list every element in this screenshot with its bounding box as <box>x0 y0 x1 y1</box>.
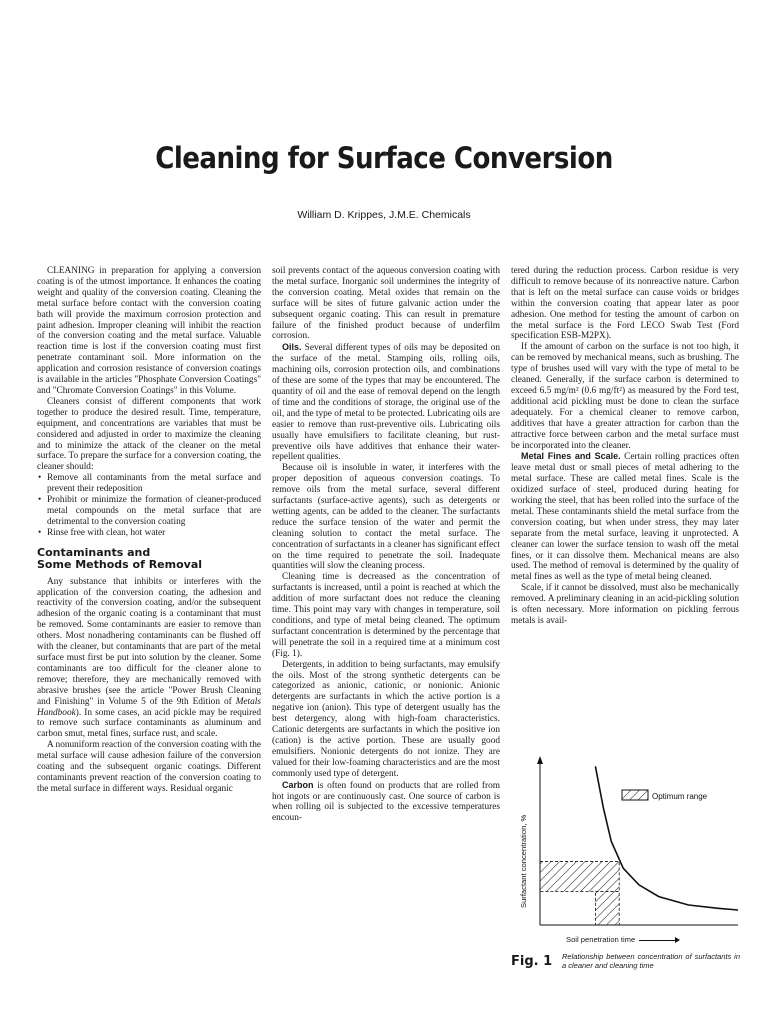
run-in-heading: Oils. <box>282 342 302 353</box>
figure-1-chart <box>512 756 742 946</box>
arrow-right-icon <box>639 940 675 941</box>
legend-label: Optimum range <box>652 792 708 801</box>
legend-swatch <box>622 790 648 800</box>
run-in-heading: Carbon <box>282 779 314 790</box>
paragraph <box>511 451 739 583</box>
paragraph: Because oil is insoluble in water, it interferes with the proper deposition of aqueous conversion coatings. To remove oils from the metal surface, several different surfactants (surface-active agents), such as detergents or wetting agents, can be added to the cleaner. The surfactants reduce the surface tension of the water and permit the cleaning solution to contact the metal surface. The concentration of surfactants in a cleaner has significant effect on the time required to penetrate the soil. Inadequate quantities will slow the cleaning process. <box>272 463 501 572</box>
arrow-head-icon <box>675 937 680 943</box>
y-axis-arrow <box>537 756 543 764</box>
cleaner-requirements-list <box>37 473 261 538</box>
list-item: • Rinse free with clean, hot water <box>47 528 261 539</box>
article-title: Cleaning for Surface Conversion <box>155 141 613 175</box>
section-heading-line: Contaminants and <box>37 545 151 559</box>
optimum-range-region <box>540 862 619 925</box>
paragraph: If the amount of carbon on the surface is not too high, it can be removed by mechanical means, such as brushing. The type of brushes used will vary with the type of metal to be cleaned. Generally, if the surface carbon is determined to exceed 6.5 mg/m² (0.6 mg/ft²) as measured by the Ford test, additional acid pickling must be done to clean the surface adequately. For a chemical cleaner to remove carbon, additives that have a greater attraction for carbon than the attractive force between carbon and the metal surface must be incorporated into the cleaner. <box>511 342 739 451</box>
paragraph: CLEANING in preparation for applying a conversion coating is of the utmost importance. It enhances the coating weight and quality of the conversion coating. Cleaning the metal surface before contact with the conversion coating bath will provide the maximum corrosion protection and paint adhesion. Improper cleaning will inhibit the reaction of the conversion coating and the metal surface. Valuable reaction time is lost if the conversion coating must first penetrate contaminant soil. More information on the application and corrosion resistance of conversion coatings is available in the articles "Phosphate Conversion Coatings" and "Chromate Conversion Coatings" in this Volume. <box>37 266 261 396</box>
x-axis-label-row <box>566 935 680 944</box>
paragraph-text: Several different types of oils may be deposited on the surface of the metal. Stamping oils, rolling oils, machining oils, corrosion protection oils, and combinations of these are some of the types that may be encountered. The quantity of oil and the ease of removal depend on the length of time and the conditions of storage, the original use of the oil, and the type of metal to be protected. Lubricating oils are easier to remove than rust-preventive oils. Lubricating oils usually have emulsifiers to facilitate cleaning, but rust-preventive oils have additives that enhance their water-repellent qualities. <box>272 343 500 463</box>
paragraph-text: Certain rolling practices often leave metal dust or small pieces of metal adhering to the metal surface. These are called metal fines. Scale is the oxidized surface of steel, produced during heating for working the steel, that has been rolled into the surface of the metal. These contaminants shield the metal surface from the conversion coating, but when under stress, they may later separate from the metal surface, leaving it unprotected. A cleaner can lower the surface tension to wash off the metal fines, or it can dissolve them. Mechanical means are also used. The method of removal is determined by the quality of metal fines as well as the type of metal being cleaned. <box>511 452 740 583</box>
figure-caption <box>511 948 741 978</box>
book-title: Metals Handbook <box>37 696 261 718</box>
article-author: William D. Krippes, J.M.E. Chemicals <box>297 209 471 221</box>
paragraph: Cleaners consist of different components that work together to produce the desired result. Time, temperature, equipment, and concentrations are variables that must be considered and adjusted in order to maximize the cleaning and to minimize the attack of the cleaner on the metal surface. To prepare the surface for a conversion coating, the cleaner should: <box>37 396 261 473</box>
column-3 <box>511 266 739 627</box>
caption-text: Relationship between concentration of surfactants in a cleaner and cleaning time <box>562 952 740 970</box>
list-item: • Prohibit or minimize the formation of cleaner-produced metal compounds on the metal surface that are detrimental to the conversion coating <box>47 495 261 528</box>
paragraph: Scale, if it cannot be dissolved, must also be mechanically removed. A preliminary cleaning in an acid-pickling solution is often necessary. More information on pickling ferrous metals is avail- <box>511 583 739 626</box>
paragraph-text: is often found on products that are rolled from hot ingots or are continuously cast. One source of carbon is when rolling oil is subjected to the excessive temperatures encoun- <box>272 780 500 824</box>
paragraph <box>37 577 261 741</box>
list-item: • Remove all contaminants from the metal surface and prevent their redeposition <box>47 473 261 495</box>
paragraph <box>272 342 500 463</box>
paragraph <box>272 780 500 825</box>
run-in-heading: Metal Fines and Scale. <box>521 451 621 462</box>
optimum-band-vertical <box>595 892 619 925</box>
paragraph: Cleaning time is decreased as the concentration of surfactants is increased, until a point is reached at which the addition of more surfactant does not reduce the cleaning time. This point may vary with changes in temperature, soil conditions, and type of metal being cleaned. The optimum surfactant concentration is determined by the percentage that will penetrate the soil in a required time at a minimum cost (Fig. 1). <box>272 572 500 659</box>
section-heading <box>37 547 261 572</box>
paragraph-text: Any substance that inhibits or interferes with the application of the conversion coating, the adhesion and reactivity of the conversion coating, and/or the subsequent adhesion of the organic coating is a contaminant that must be removed. Some contaminants are easier to remove than others. Most nonadhering contaminants can be flushed off with the cleaner, but contaminants that are part of the metal surface must first be put into solution by the cleaner. Some contaminants are too difficult for the cleaner alone to remove; therefore, they are mechanically removed with abrasive brushes (see the article "Power Brush Cleaning and Finishing" in Volume 5 of the 9th Edition of <box>37 576 261 707</box>
paragraph-text: ). In some cases, an acid pickle may be required to remove such surface contaminants as aluminum and carbon smut, metal fines, surface rust, and scale. <box>37 707 261 740</box>
section-heading-line: Some Methods of Removal <box>37 558 203 572</box>
figure-label: Fig. 1 <box>511 954 553 969</box>
optimum-band-horizontal <box>540 862 619 892</box>
paragraph: soil prevents contact of the aqueous conversion coating with the metal surface. Inorganic soil undermines the integrity of the conversion coating. Metal oxides that remain on the surface will be sites of future galvanic action under the subsequent organic coating. This can result in premature failure of the finished product because of underfilm corrosion. <box>272 266 500 342</box>
x-axis-label: Soil penetration time <box>566 935 636 944</box>
column-1 <box>37 266 261 795</box>
paragraph: A nonuniform reaction of the conversion coating with the metal surface will cause adhesion failure of the conversion coating and the subsequent organic coatings. Different contaminants prevent reaction of the conversion coating to the metal surface in different ways. Residual organic <box>37 740 261 794</box>
paragraph: Detergents, in addition to being surfactants, may emulsify the oils. Most of the strong synthetic detergents can be categorized as anionic, cationic, or nonionic. Anionic detergents are surfactants in which the active portion is a negative ion (anion). This type of detergent usually has the best detergency, along with high-foam characteristics. Cationic detergents are surfactants in which the positive ion (cation) is the active portion. These are usually good emulsifiers. Nonionic detergents do not ionize. They are valued for their low-foaming characteristics and are the most commonly used type of detergent. <box>272 659 500 779</box>
y-axis-label: Surfactant concentration, % <box>519 814 528 908</box>
column-2 <box>272 266 500 824</box>
paragraph: tered during the reduction process. Carbon residue is very difficult to remove because of its nonreactive nature. Carbon that is left on the metal surface can cause voids or bridges within the conversion coating that appear later as poor adhesion. One method for testing the amount of carbon on the metal surface is the Ford LECO Swab Test (Ford specification ESB-M2PX). <box>511 266 739 342</box>
